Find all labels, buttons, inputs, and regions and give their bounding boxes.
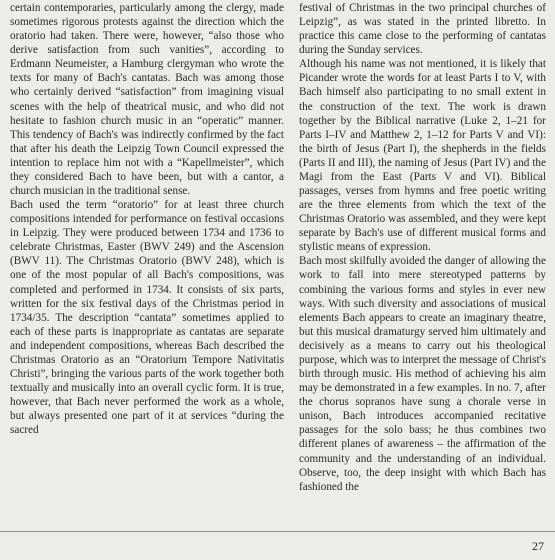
right-text-column (299, 1, 546, 494)
paragraph: Bach used the term “oratorio” for at least three church compositions intended for performance on festival occasions in Leipzig. They were produced between 1734 and 1736 to celebrate Christmas, Easter (BWV 249) and the Ascension (BWV 11). The Christmas Oratorio (BWV 248), which is one of the most popular of all Bach's compositions, was completed and performed in 1734. It consists of six parts, written for the six festival days of the Christmas period in 1734/35. The description “cantata” sometimes applied to each of these parts is inappropriate as cantatas are separate and independent compositions, whereas Bach described the Christmas Oratorio as an “Oratorium Tempore Nativitatis Christi”, bringing the various parts of the work together both textually and musically into an overall cyclic form. It is true, however, that Bach never performed the work as a whole, but always presented one part of it at services “during the sacred (10, 199, 284, 437)
paragraph: Although his name was not mentioned, it is likely that Picander wrote the words for at least Parts I to V, with Bach himself also participating to no small extent in the construction of the text. The work is drawn together by the Biblical narrative (Luke 2, 1–21 for Parts I–IV and Matthew 2, 1–12 for Parts V and VI): the birth of Jesus (Part I), the shepherds in the fields (Parts II and III), the naming of Jesus (Part IV) and the Magi from the East (Parts V and VI). Biblical passages, verses from hymns and free poetic writing are the three elements from which the text of the Christmas Oratorio was assembled, and they were kept separate by Bach's use of different musical forms and stylistic means of expression. (299, 58, 546, 254)
paragraph: Bach most skilfully avoided the danger of allowing the work to fall into mere stereotyped patterns by combining the various forms and styles in ever new ways. With such diversity and associations of musical elements Bach appears to create an imaginary theatre, but this musical dramaturgy served him ultimately and decisively as a means to carry out his theological purpose, which was to interpret the message of Christ's birth through music. His method of achieving his aim may be demonstrated in a few examples. In no. 7, after the chorus sopranos have sung a chorale verse in unison, Bach introduces accompanied recitative passages for the solo bass; he thus combines two different planes of awareness – the affirmation of the community and the understanding of an individual. Observe, too, the deep insight with which Bach has fashioned the (299, 255, 546, 493)
paragraph: certain contemporaries, particularly among the clergy, made sometimes rigorous protests against the direction which the oratorio had taken. There were, however, “also those who derive satisfaction from such vanities”, according to Erdmann Neumeister, a Hamburg clergyman who wrote the texts for many of Bach's cantatas. Bach was among those who certainly derived “satisfaction” from imagining visual scenes with the help of theatrical music, and who did not hesitate to fashion church music in an “operatic” manner. This tendency of Bach's was indirectly confirmed by the fact that after his death the Leipzig Town Council expressed the intention to replace him not with a “Kapellmeister”, which they considered Bach to have been, but with a cantor, a church musician in the traditional sense. (10, 2, 284, 198)
footer-divider (0, 531, 555, 532)
page-number: 27 (532, 539, 544, 553)
paragraph: festival of Christmas in the two principal churches of Leipzig”, as was stated in the printed libretto. In practice this came close to the performing of cantatas during the Sunday services. (299, 2, 546, 57)
left-text-column (10, 1, 284, 437)
